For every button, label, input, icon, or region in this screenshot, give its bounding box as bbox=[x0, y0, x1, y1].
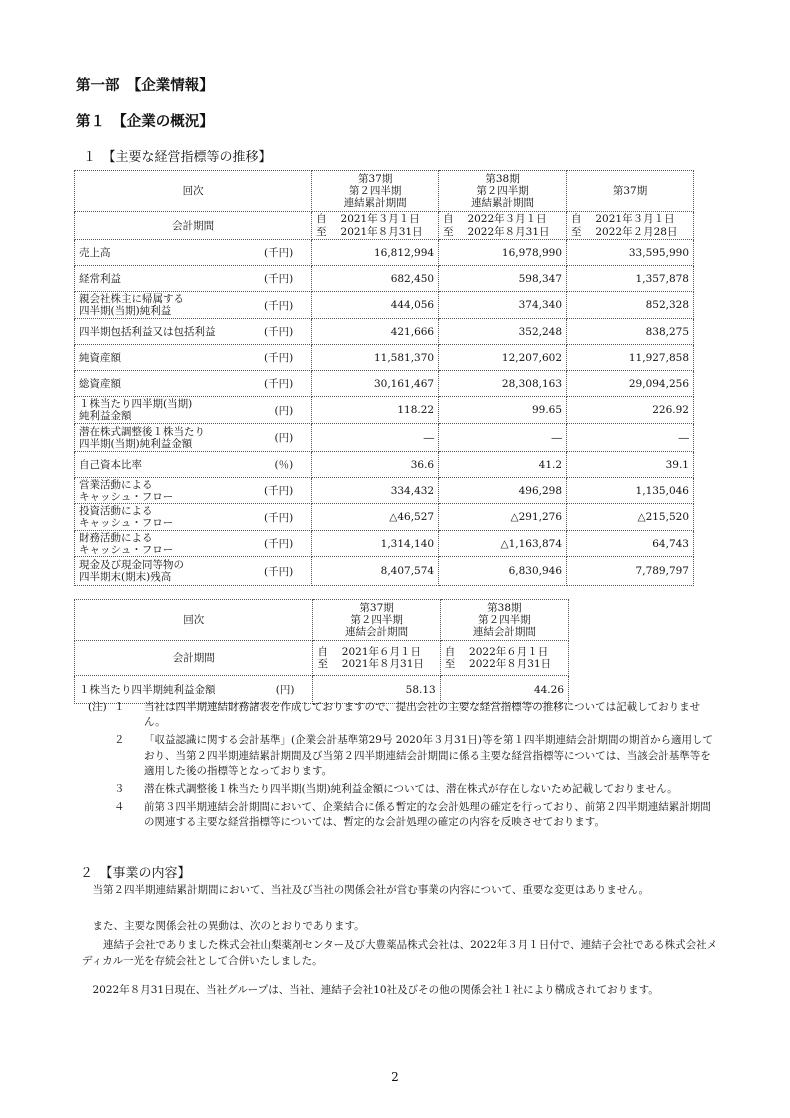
section2-heading: ２ 【事業の内容】 bbox=[80, 866, 191, 881]
row-label-cell bbox=[75, 531, 312, 557]
value-cell: 8,407,574 bbox=[312, 557, 439, 586]
row-unit: (円) bbox=[274, 404, 294, 417]
value-cell: 6,830,946 bbox=[439, 557, 567, 586]
value-cell: 36.6 bbox=[312, 452, 439, 478]
row-label-cell bbox=[75, 371, 312, 397]
row-label: 親会社株主に帰属する 四半期(当期)純利益 bbox=[79, 293, 184, 317]
note-lead bbox=[88, 800, 114, 830]
table-row bbox=[75, 531, 694, 557]
value-cell: 28,308,163 bbox=[439, 371, 567, 397]
row-unit: (円) bbox=[275, 684, 295, 696]
row-label: 現金及び現金同等物の 四半期末(期末)残高 bbox=[79, 559, 184, 583]
value-cell: △1,163,874 bbox=[439, 531, 567, 557]
note-number: ２ bbox=[114, 734, 125, 747]
header-label-cell: 回次 bbox=[75, 600, 313, 641]
value-cell: 99.65 bbox=[439, 397, 567, 424]
table-row bbox=[75, 424, 694, 452]
row-label-cell bbox=[75, 345, 312, 371]
row-label: 売上高 bbox=[79, 246, 111, 259]
value-cell: 598,347 bbox=[439, 266, 567, 292]
value-cell: ― bbox=[439, 424, 567, 452]
col-header: 第38期 第２四半期 連結累計期間 bbox=[439, 171, 567, 212]
value-cell: 33,595,990 bbox=[567, 240, 694, 266]
value-cell: 16,812,994 bbox=[312, 240, 439, 266]
note-item bbox=[88, 782, 718, 797]
row-unit: (％) bbox=[274, 459, 294, 471]
business-paragraph: また、主要な関係会社の異動は、次のとおりであります。 bbox=[92, 920, 365, 932]
note-number: ３ bbox=[114, 783, 125, 796]
note-lead bbox=[88, 733, 114, 779]
row-label: 投資活動による キャッシュ・フロー bbox=[79, 505, 174, 529]
value-cell: 44.26 bbox=[440, 676, 568, 704]
note-text: 前第３四半期連結会計期間において、企業結合に係る暫定的な会計処理の確定を行っており、前第２四半期連結累計期間の関連する主要な経営指標等については、暫定的な会計処理の確定の内容を反映させております。 bbox=[144, 801, 711, 829]
value-cell: 39.1 bbox=[567, 452, 694, 478]
row-label: 四半期包括利益又は包括利益 bbox=[79, 325, 216, 338]
row-unit: (千円) bbox=[263, 247, 294, 259]
period-cell: 自 2022年３月１日 至 2022年８月31日 bbox=[439, 212, 567, 240]
business-paragraph: 連結子会社でありました株式会社山梨薬剤センター及び大豊薬品株式会社は、2022年３月１日付で、連結子会社である株式会社メディカル一光を存続会社として合併いたしました。 bbox=[82, 939, 718, 967]
row-label-cell bbox=[75, 478, 312, 504]
row-label-cell bbox=[75, 266, 312, 292]
period-cell: 自 2021年３月１日 至 2021年８月31日 bbox=[312, 212, 439, 240]
note-text: 潜在株式調整後１株当たり四半期(当期)純利益金額については、潜在株式が存在しないため記載しておりません。 bbox=[144, 783, 678, 796]
row-label: １株当たり四半期純利益金額 bbox=[79, 683, 216, 696]
table-row bbox=[75, 371, 694, 397]
row-unit: (円) bbox=[274, 432, 294, 444]
row-unit: (千円) bbox=[263, 273, 294, 285]
section1-heading: １ 【主要な経営指標等の推移】 bbox=[83, 150, 272, 165]
row-label-cell bbox=[75, 557, 312, 586]
table-row bbox=[75, 397, 694, 424]
period-cell: 自 2022年６月１日 至 2022年８月31日 bbox=[440, 641, 568, 676]
period-cell: 自 2021年６月１日 至 2021年８月31日 bbox=[313, 641, 440, 676]
table-row bbox=[75, 240, 694, 266]
col-header: 第37期 bbox=[567, 171, 694, 212]
value-cell: △215,520 bbox=[567, 504, 694, 531]
page-number: 2 bbox=[391, 1070, 399, 1084]
table-row bbox=[75, 319, 694, 345]
value-cell: 374,340 bbox=[439, 292, 567, 319]
table-row bbox=[75, 452, 694, 478]
value-cell: 7,789,797 bbox=[567, 557, 694, 586]
value-cell: 496,298 bbox=[439, 478, 567, 504]
value-cell: 444,056 bbox=[312, 292, 439, 319]
col-header: 第37期 第２四半期 連結累計期間 bbox=[312, 171, 439, 212]
row-label: 潜在株式調整後１株当たり 四半期(当期)純利益金額 bbox=[79, 425, 205, 450]
value-cell: 41.2 bbox=[439, 452, 567, 478]
row-label: 自己資本比率 bbox=[79, 458, 142, 471]
value-cell: △291,276 bbox=[439, 504, 567, 531]
row-label: 純資産額 bbox=[79, 351, 121, 364]
table-row bbox=[75, 266, 694, 292]
row-label: 営業活動による キャッシュ・フロー bbox=[79, 478, 174, 503]
note-item bbox=[88, 800, 718, 830]
quarterly-eps-table bbox=[74, 599, 569, 704]
note-lead bbox=[88, 782, 114, 797]
value-cell: 1,357,878 bbox=[567, 266, 694, 292]
value-cell: △46,527 bbox=[312, 504, 439, 531]
row-unit: (千円) bbox=[263, 565, 294, 578]
key-indicators-table bbox=[74, 170, 694, 586]
value-cell: 421,666 bbox=[312, 319, 439, 345]
value-cell: 11,581,370 bbox=[312, 345, 439, 371]
value-cell: ― bbox=[567, 424, 694, 452]
row-unit: (千円) bbox=[263, 538, 294, 550]
note-number: ４ bbox=[114, 801, 125, 814]
value-cell: 118.22 bbox=[312, 397, 439, 424]
value-cell: 1,135,046 bbox=[567, 478, 694, 504]
notes bbox=[88, 700, 718, 834]
row-label: 経常利益 bbox=[79, 272, 121, 285]
row-label-cell bbox=[75, 397, 312, 424]
value-cell: 58.13 bbox=[313, 676, 440, 704]
row-label: 財務活動による キャッシュ・フロー bbox=[79, 531, 174, 556]
value-cell: 352,248 bbox=[439, 319, 567, 345]
value-cell: 12,207,602 bbox=[439, 345, 567, 371]
header-label-cell: 回次 bbox=[75, 171, 312, 212]
value-cell: 852,328 bbox=[567, 292, 694, 319]
row-label-cell bbox=[75, 319, 312, 345]
value-cell: 682,450 bbox=[312, 266, 439, 292]
value-cell: ― bbox=[312, 424, 439, 452]
row-unit: (千円) bbox=[263, 485, 294, 497]
note-text: 「収益認識に関する会計基準」(企業会計基準第29号 2020年３月31日)等を第１四半期連結会計期間の期首から適用しており、当第２四半期連結累計期間及び当第２四半期連結会計期間に係る主要な経営指標等については、当該会計基準等を適用した後の指標等となっております。 bbox=[144, 734, 713, 777]
row-unit: (千円) bbox=[263, 511, 294, 524]
value-cell: 226.92 bbox=[567, 397, 694, 424]
row-unit: (千円) bbox=[263, 352, 294, 364]
row-unit: (千円) bbox=[263, 326, 294, 338]
table-row bbox=[75, 345, 694, 371]
note-text: 当社は四半期連結財務諸表を作成しておりますので、提出会社の主要な経営指標等の推移については記載しておりません。 bbox=[144, 701, 701, 729]
row-label-cell bbox=[75, 452, 312, 478]
note-item bbox=[88, 733, 718, 779]
row-label-cell bbox=[75, 292, 312, 319]
table1-body bbox=[75, 240, 694, 586]
table-row bbox=[75, 478, 694, 504]
value-cell: 11,927,858 bbox=[567, 345, 694, 371]
value-cell: 16,978,990 bbox=[439, 240, 567, 266]
note-number: １ bbox=[114, 701, 125, 713]
note-lead: (注) bbox=[88, 701, 107, 713]
business-paragraph: 2022年８月31日現在、当社グループは、当社、連結子会社10社及びその他の関係会社１社により構成されております。 bbox=[92, 984, 659, 996]
row-unit: (千円) bbox=[263, 378, 294, 390]
table-row bbox=[75, 504, 694, 531]
value-cell: 29,094,256 bbox=[567, 371, 694, 397]
row-label-cell bbox=[75, 504, 312, 531]
value-cell: 1,314,140 bbox=[312, 531, 439, 557]
note-item bbox=[88, 700, 718, 730]
col-header: 第37期 第２四半期 連結会計期間 bbox=[313, 600, 440, 641]
period-label-cell: 会計期間 bbox=[75, 212, 312, 240]
period-label-cell: 会計期間 bbox=[75, 641, 313, 676]
value-cell: 64,743 bbox=[567, 531, 694, 557]
col-header: 第38期 第２四半期 連結会計期間 bbox=[440, 600, 568, 641]
table-row bbox=[75, 292, 694, 319]
period-cell: 自 2021年３月１日 至 2022年２月28日 bbox=[567, 212, 694, 240]
business-paragraph: 当第２四半期連結累計期間において、当社及び当社の関係会社が営む事業の内容について、重要な変更はありません。 bbox=[92, 884, 649, 896]
value-cell: 838,275 bbox=[567, 319, 694, 345]
row-label: 総資産額 bbox=[79, 377, 121, 390]
value-cell: 334,432 bbox=[312, 478, 439, 504]
row-label-cell bbox=[75, 424, 312, 452]
row-unit: (千円) bbox=[263, 299, 294, 312]
value-cell: 30,161,467 bbox=[312, 371, 439, 397]
table-row bbox=[75, 557, 694, 586]
chapter-heading: 第１ 【企業の概況】 bbox=[76, 114, 214, 130]
row-label: １株当たり四半期(当期) 純利益金額 bbox=[79, 398, 193, 422]
row-label-cell bbox=[75, 240, 312, 266]
part-heading: 第一部 【企業情報】 bbox=[76, 78, 214, 94]
